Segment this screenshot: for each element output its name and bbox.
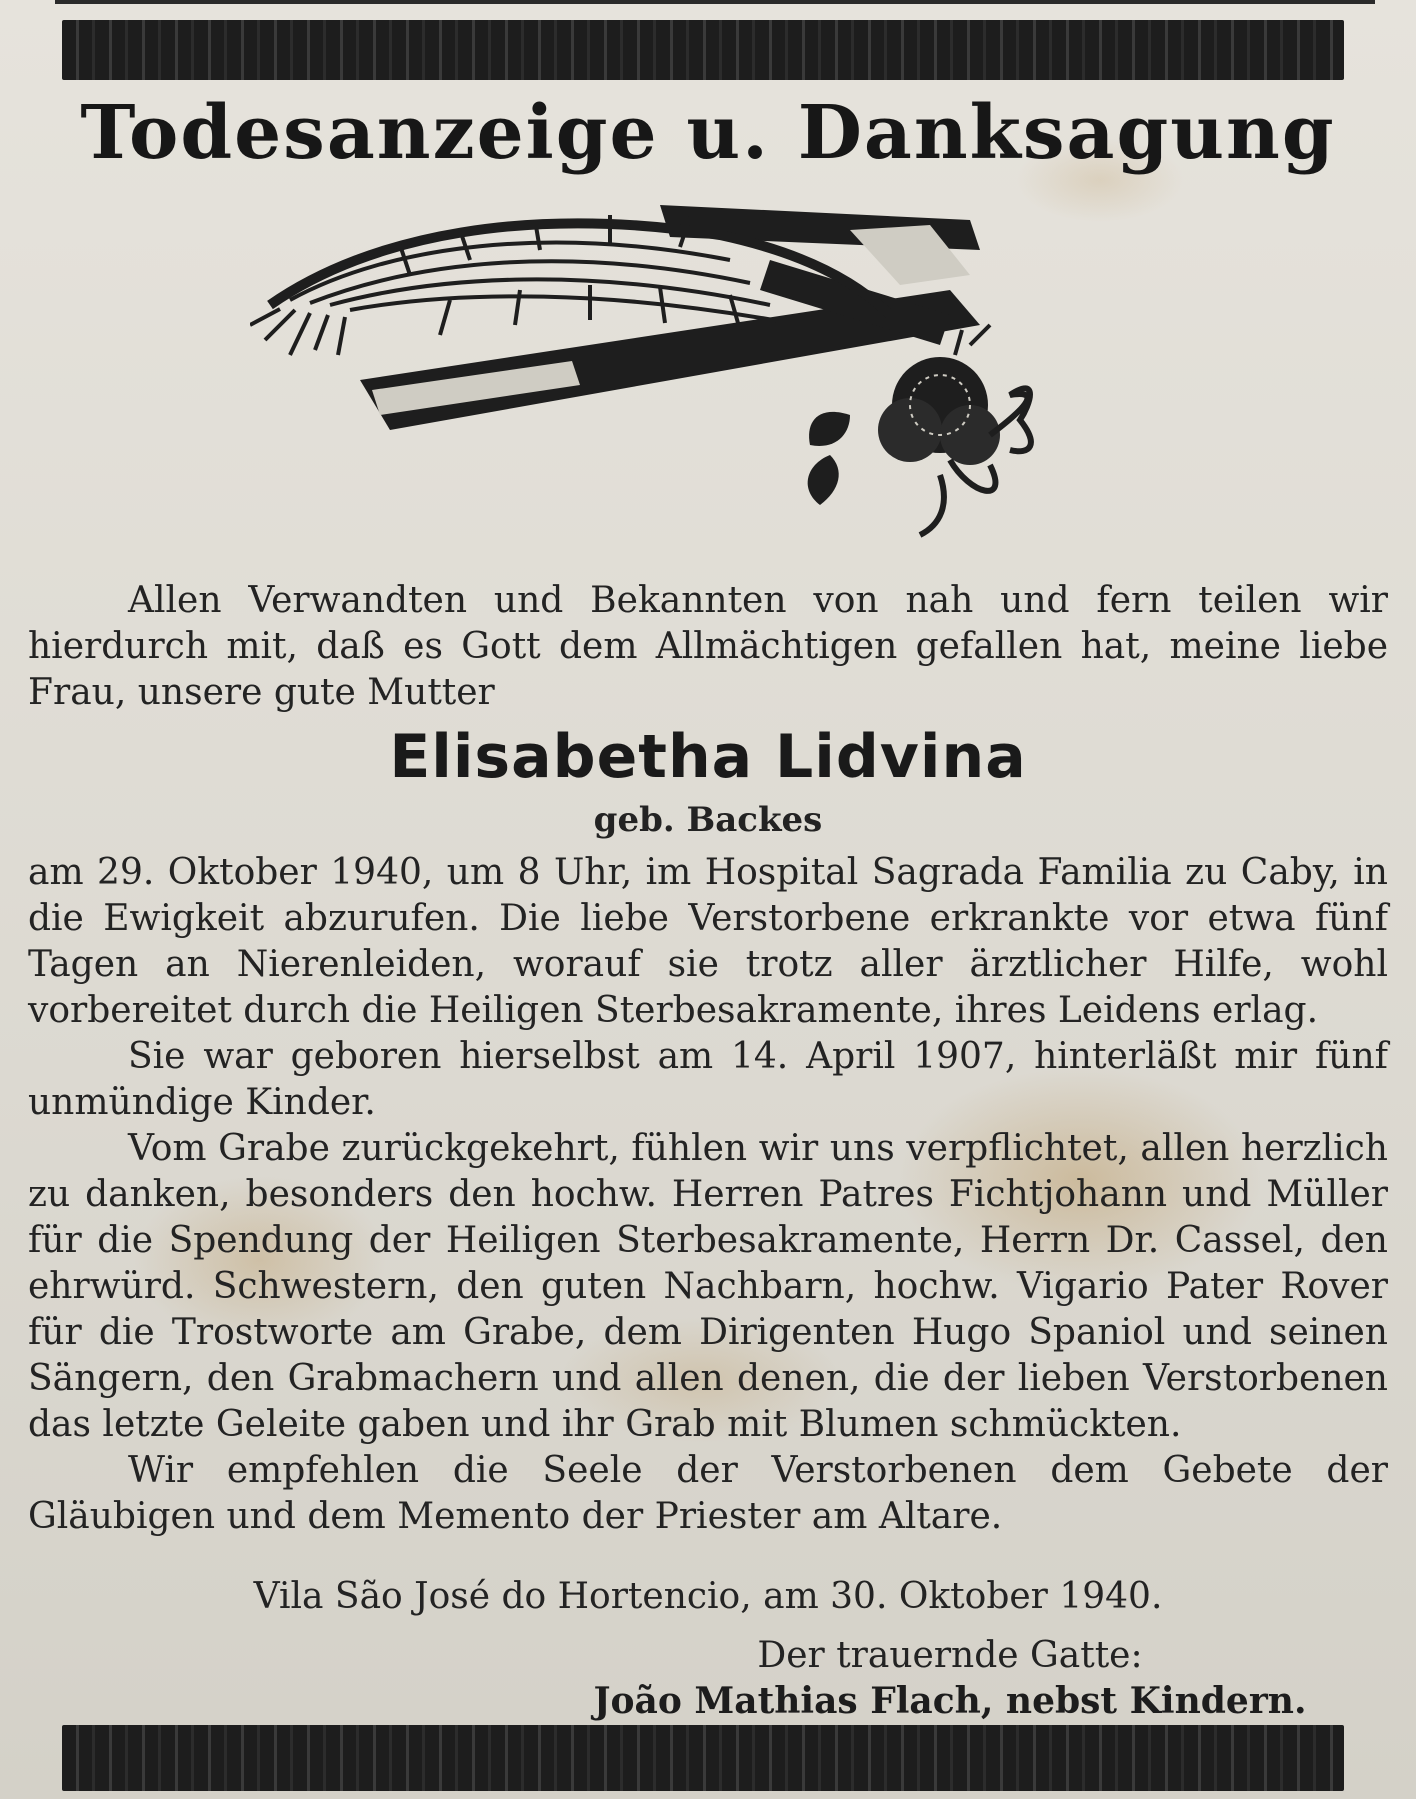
- body-paragraphs: [28, 850, 1388, 1540]
- deceased-name: Elisabetha Lidvina: [389, 722, 1027, 792]
- top-decorative-band: [62, 20, 1344, 80]
- death-paragraph: am 29. Oktober 1940, um 8 Uhr, im Hospital Sagrada Familia zu Caby, in die Ewigkeit abzurufen. Die liebe Verstorbene erkrankte vor etwa fünf Tagen an Nierenleiden, worauf sie trotz aller ärztlicher Hilfe, wohl vorbereitet durch die Heiligen Sterbesakramente, ihres Leidens erlag.: [28, 852, 1388, 1031]
- mourner-line: Der trauernde Gatte:: [757, 1635, 1143, 1676]
- thanks-paragraph: Vom Grabe zurückgekehrt, fühlen wir uns verpflichtet, allen herzlich zu danken, besonders den hochw. Herren Patres Fichtjohann und Müller für die Spendung der Heiligen Sterbesakramente, Herrn Dr. Cassel, den ehrwürd. Schwestern, den guten Nachbarn, hochw. Vigario Pater Rover für die Trostworte am Grabe, dem Dirigenten Hugo Spaniol und seinen Sängern, den Grabmachern und allen denen, die der lieben Verstorbenen das letzte Geleite gaben und ihr Grab mit Blumen schmückten.: [28, 1128, 1388, 1445]
- place-date: Vila São José do Hortencio, am 30. Oktober 1940.: [253, 1576, 1163, 1617]
- maiden-name: geb. Backes: [593, 800, 823, 840]
- flower-bouquet-icon: [808, 325, 1031, 535]
- top-rule: [55, 0, 1375, 4]
- birth-paragraph: Sie war geboren hierselbst am 14. April 1907, hinterläßt mir fünf unmündige Kinder.: [28, 1036, 1388, 1123]
- notice-headline: Todesanzeige u. Danksagung: [80, 90, 1336, 176]
- intro-text: Allen Verwandten und Bekannten von nah und fern teilen wir hierdurch mit, daß es Gott dem Allmächtigen gefallen hat, meine liebe Frau, unsere gute Mutter: [28, 580, 1388, 713]
- signature-line: João Mathias Flach, nebst Kindern.: [593, 1680, 1307, 1722]
- intro-paragraph: [28, 578, 1388, 716]
- prayer-paragraph: Wir empfehlen die Seele der Verstorbenen dem Gebete der Gläubigen und dem Memento der Priester am Altare.: [28, 1450, 1388, 1537]
- bottom-decorative-band: [62, 1725, 1344, 1791]
- palm-cross-emblem: [250, 205, 1180, 585]
